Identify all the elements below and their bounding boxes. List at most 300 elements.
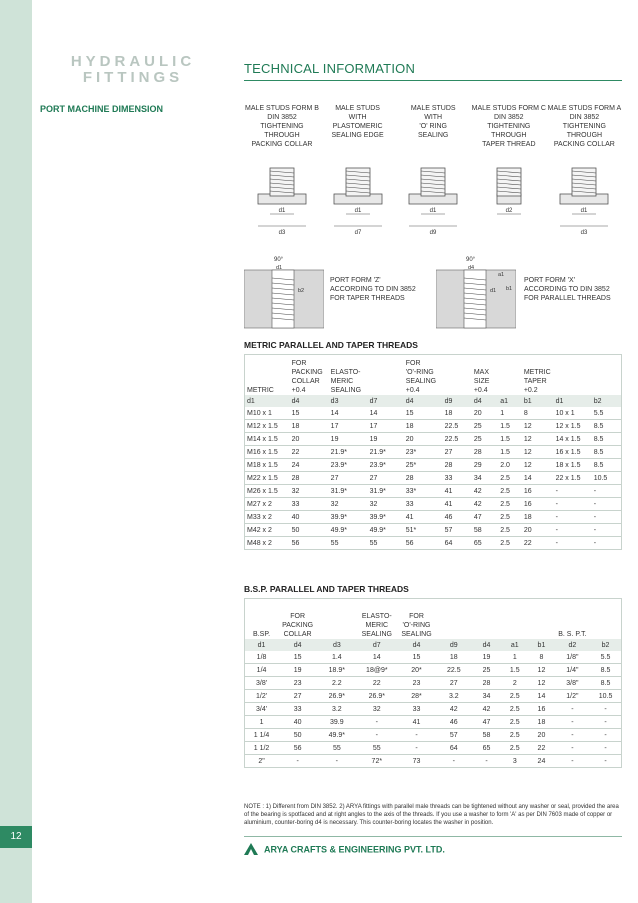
table-cell: 16 [522, 485, 554, 498]
table-cell: 23.9* [368, 459, 404, 472]
table-cell: 58 [472, 729, 502, 742]
table-row [245, 664, 622, 677]
stud-diagram-1 [244, 104, 320, 239]
group-header-cell [290, 355, 329, 396]
group-header-cell [590, 599, 621, 640]
group-header-line: 'O'-RING [405, 369, 434, 376]
table-cell: 20* [397, 664, 436, 677]
table-cell: 2.5 [498, 472, 522, 485]
table-cell: 12 [528, 677, 554, 690]
stud-drawing-icon [471, 144, 547, 236]
group-header-cell [245, 355, 290, 396]
table-cell: 64 [443, 537, 472, 550]
table-row [245, 511, 622, 524]
stud-caption-line: SEALING EDGE [331, 132, 384, 139]
table-cell: 28 [404, 472, 443, 485]
table-cell: 55 [329, 537, 368, 550]
group-header-line: FOR [409, 613, 424, 620]
table-cell: M18 x 1.5 [245, 459, 290, 472]
table-cell: 41 [443, 485, 472, 498]
group-header-cell [443, 355, 472, 396]
table-cell: 26.9* [317, 690, 356, 703]
metric-table-title: METRIC PARALLEL AND TAPER THREADS [244, 340, 418, 350]
stud-caption-line: 'O' RING [419, 123, 447, 130]
table-cell: 41 [443, 498, 472, 511]
port-angle-label: 90° [274, 257, 284, 263]
table-cell: 64 [436, 742, 472, 755]
table-group-header [245, 355, 622, 396]
table-cell: 12 [522, 446, 554, 459]
stud-caption [244, 104, 320, 148]
column-header-cell: d9 [436, 639, 472, 651]
group-header-line: COLLAR [291, 378, 320, 385]
table-cell: 49.9* [368, 524, 404, 537]
table-cell: 8.5 [592, 459, 622, 472]
group-header-line: PACKING [291, 369, 323, 376]
brand-title [48, 54, 218, 86]
table-cell: 2.2 [317, 677, 356, 690]
table-cell: 20 [290, 433, 329, 446]
stud-caption-line: MALE STUDS FORM A [547, 105, 622, 112]
table-cell: - [554, 485, 592, 498]
table-cell: - [554, 524, 592, 537]
stud-caption-line: DIN 3852 [494, 114, 524, 121]
stud-outer-dimension-label: d7 [354, 230, 361, 236]
stud-caption [546, 104, 622, 148]
port-dimension-label: b2 [298, 288, 305, 294]
group-header-cell [528, 599, 554, 640]
table-cell: 5.5 [592, 407, 622, 420]
stud-caption-line: WITH [424, 114, 443, 121]
stud-diagrams [244, 104, 622, 239]
table-cell: 14 [329, 407, 368, 420]
table-cell: - [590, 703, 621, 716]
column-header-cell: d3 [329, 395, 368, 407]
table-cell: M26 x 1.5 [245, 485, 290, 498]
table-cell: 3.2 [317, 703, 356, 716]
group-header-line: ELASTO- [361, 613, 392, 620]
table-cell: - [555, 729, 590, 742]
table-cell: 51* [404, 524, 443, 537]
table-row [245, 729, 622, 742]
stud-inner-dimension-label: d1 [429, 208, 437, 214]
port-description-line: PORT FORM 'X' [524, 277, 576, 284]
table-cell: 55 [368, 537, 404, 550]
stud-caption-line: MALE STUDS FORM B [245, 105, 319, 112]
table-cell: 22 [522, 537, 554, 550]
table-cell: 32 [357, 703, 398, 716]
table-cell: - [592, 524, 622, 537]
table-cell: - [592, 537, 622, 550]
table-cell: 24 [290, 459, 329, 472]
table-cell: 32 [290, 485, 329, 498]
table-cell: 33 [397, 703, 436, 716]
table-row [245, 498, 622, 511]
table-cell: 65 [472, 742, 502, 755]
stud-diagram-4 [471, 104, 547, 239]
table-cell: M33 x 2 [245, 511, 290, 524]
table-cell: - [555, 716, 590, 729]
column-header-cell: d7 [368, 395, 404, 407]
table-cell: 8.5 [592, 420, 622, 433]
table-cell: - [555, 755, 590, 768]
group-header-cell [554, 355, 592, 396]
column-header-cell: b1 [528, 639, 554, 651]
table-cell: 46 [436, 716, 472, 729]
table-cell: - [397, 729, 436, 742]
table-cell: 25 [472, 420, 498, 433]
table-cell: 16 [528, 703, 554, 716]
table-cell: 20 [472, 407, 498, 420]
stud-diagram-2 [320, 104, 396, 239]
port-dimension-label: b1 [506, 286, 513, 292]
stud-caption-line: TIGHTENING THROUGH [562, 123, 606, 139]
table-cell: 49.9* [329, 524, 368, 537]
table-cell: 39.9* [329, 511, 368, 524]
table-row [245, 446, 622, 459]
group-header-line: MERIC [330, 378, 354, 385]
table-cell: 2.5 [501, 703, 528, 716]
table-cell: 1/2" [555, 690, 590, 703]
table-cell: 33* [404, 485, 443, 498]
group-header-cell [522, 355, 554, 396]
table-cell: 2" [245, 755, 279, 768]
table-cell: 15 [290, 407, 329, 420]
table-cell: 2.5 [498, 485, 522, 498]
group-header-cell [357, 599, 398, 640]
table-cell: 1/4" [555, 664, 590, 677]
table-cell: 14 [522, 472, 554, 485]
table-cell: 58 [472, 524, 498, 537]
table-cell: 21.9* [368, 446, 404, 459]
port-description-line: ACCORDING TO DIN 3852 [524, 286, 610, 293]
stud-drawing-icon [320, 144, 396, 236]
group-header-line: +0.4 [473, 387, 488, 394]
table-cell: 55 [357, 742, 398, 755]
stud-caption-line: PACKING COLLAR [251, 141, 313, 148]
table-cell: 22.5 [443, 433, 472, 446]
table-cell: 50 [278, 729, 317, 742]
table-cell: - [592, 511, 622, 524]
table-cell: M12 x 1.5 [245, 420, 290, 433]
table-cell: 56 [404, 537, 443, 550]
stud-caption-line: DIN 3852 [267, 114, 297, 121]
table-row [245, 716, 622, 729]
table-cell: M16 x 1.5 [245, 446, 290, 459]
footnote: NOTE : 1) Different from DIN 3852. 2) ARYA fittings with parallel male threads can be tightened without any washer or seal, provided the area of the bearing is spotfaced and at right angles to the axis of the threads. If you use a washer to form 'A' as per DIN 7603 made of copper or aluminium, counter-boring d4 is necessary. This counter-boring locates the washer in position. [244, 804, 619, 826]
table-cell: 28 [443, 459, 472, 472]
table-cell: 10.5 [592, 472, 622, 485]
table-cell: 12 [522, 433, 554, 446]
table-row [245, 524, 622, 537]
column-header-cell: d1 [554, 395, 592, 407]
table-cell: 41 [404, 511, 443, 524]
footer-divider [244, 836, 622, 837]
group-header-cell [472, 599, 502, 640]
table-cell: 47 [472, 511, 498, 524]
company-logo-icon [244, 843, 258, 857]
table-cell: 39.9 [317, 716, 356, 729]
column-header-cell: d1 [245, 639, 279, 651]
table-cell: 73 [397, 755, 436, 768]
table-row [245, 485, 622, 498]
table-cell: 18 x 1.5 [554, 459, 592, 472]
stud-diagram-3 [395, 104, 471, 239]
table-cell: 2.5 [501, 742, 528, 755]
table-cell: 10 x 1 [554, 407, 592, 420]
stud-inner-dimension-label: d2 [505, 208, 513, 214]
group-header-cell [278, 599, 317, 640]
table-cell: 34 [472, 472, 498, 485]
port-dimension-label: d1 [490, 288, 497, 294]
table-cell: 28 [290, 472, 329, 485]
table-column-header [245, 639, 622, 651]
group-header-line: COLLAR [283, 631, 312, 638]
table-row [245, 755, 622, 768]
table-cell: 18.9* [317, 664, 356, 677]
table-cell: 39.9* [368, 511, 404, 524]
stud-caption-line: DIN 3852 [569, 114, 600, 121]
table-cell: 42 [472, 703, 502, 716]
table-cell: 1.5 [498, 446, 522, 459]
group-header-line: FOR [290, 613, 305, 620]
company-name: ARYA CRAFTS & ENGINEERING PVT. LTD. [264, 844, 445, 855]
table-cell: 25* [404, 459, 443, 472]
table-cell: 72* [357, 755, 398, 768]
group-header-line: SEALING [405, 378, 437, 385]
table-cell: 10.5 [590, 690, 621, 703]
table-cell: - [590, 716, 621, 729]
group-header-line: SIZE [473, 378, 490, 385]
port-drawing-icon [244, 252, 324, 330]
table-cell: 20 [404, 433, 443, 446]
table-cell: 57 [436, 729, 472, 742]
stud-caption-line: MALE STUDS [410, 105, 456, 112]
table-cell: 32 [368, 498, 404, 511]
column-header-cell: d3 [317, 639, 356, 651]
group-header-cell [472, 355, 498, 396]
group-header-cell [368, 355, 404, 396]
table-cell: 22 [290, 446, 329, 459]
table-cell: 31.9* [368, 485, 404, 498]
table-cell: 47 [472, 716, 502, 729]
table-cell: 65 [472, 537, 498, 550]
stud-caption [471, 104, 547, 148]
table-group-header [245, 599, 622, 640]
table-cell: 56 [278, 742, 317, 755]
table-cell: 18 [443, 407, 472, 420]
group-header-cell [555, 599, 590, 640]
table-cell: M42 x 2 [245, 524, 290, 537]
table-cell: M14 x 1.5 [245, 433, 290, 446]
port-angle-label: 90° [466, 257, 476, 263]
table-cell: 16 x 1.5 [554, 446, 592, 459]
table-cell: 14 x 1.5 [554, 433, 592, 446]
left-sidebar-band [0, 0, 32, 903]
table-cell: 23 [397, 677, 436, 690]
table-cell: 15 [404, 407, 443, 420]
table-cell: 12 x 1.5 [554, 420, 592, 433]
port-description [330, 276, 416, 303]
table-cell: M48 x 2 [245, 537, 290, 550]
table-cell: 33 [290, 498, 329, 511]
table-cell: 18 [522, 511, 554, 524]
group-header-line: 'O'-RING [402, 622, 431, 629]
table-cell: 3/8" [555, 677, 590, 690]
column-header-cell: b1 [522, 395, 554, 407]
table-cell: 1.4 [317, 651, 356, 664]
table-row [245, 537, 622, 550]
group-header-cell [245, 599, 279, 640]
group-header-cell [397, 599, 436, 640]
table-cell: 56 [290, 537, 329, 550]
table-cell: 19 [278, 664, 317, 677]
table-cell: 25 [472, 664, 502, 677]
table-cell: 18 [528, 716, 554, 729]
group-header-line: B.SP. [253, 631, 271, 638]
table-cell: 27 [436, 677, 472, 690]
table-cell: 14 [528, 690, 554, 703]
table-cell: - [397, 742, 436, 755]
section-label: PORT MACHINE DIMENSION [40, 104, 164, 114]
table-cell: - [554, 498, 592, 511]
column-header-cell: d9 [443, 395, 472, 407]
stud-inner-dimension-label: d1 [581, 208, 588, 214]
stud-caption-line: SEALING [418, 132, 449, 139]
table-cell: 20 [528, 729, 554, 742]
table-cell: 18@9* [357, 664, 398, 677]
table-cell: 42 [472, 498, 498, 511]
table-cell: 12 [528, 664, 554, 677]
group-header-cell [436, 599, 472, 640]
table-row [245, 459, 622, 472]
table-cell: 1 1/4 [245, 729, 279, 742]
table-cell: 2.0 [498, 459, 522, 472]
column-header-cell: d1 [245, 395, 290, 407]
column-header-cell: d7 [357, 639, 398, 651]
group-header-line: METRIC [523, 369, 551, 376]
port-dimension-label: d1 [276, 265, 283, 271]
table-cell: 57 [443, 524, 472, 537]
table-cell: 5.5 [590, 651, 621, 664]
table-cell: 28* [397, 690, 436, 703]
table-cell: 1.5 [498, 433, 522, 446]
table-cell: 29 [472, 459, 498, 472]
table-row [245, 677, 622, 690]
table-cell: 22.5 [436, 664, 472, 677]
table-cell: 22 [528, 742, 554, 755]
bsp-threads-table [244, 598, 622, 768]
table-cell: 2 [501, 677, 528, 690]
metric-threads-table [244, 354, 622, 550]
table-row [245, 742, 622, 755]
table-cell: 1 [501, 651, 528, 664]
table-row [245, 651, 622, 664]
stud-drawing-icon [244, 144, 320, 236]
table-cell: 8.5 [590, 664, 621, 677]
table-cell: 8 [522, 407, 554, 420]
table-cell: 19 [329, 433, 368, 446]
group-header-cell [592, 355, 622, 396]
port-description-line: ACCORDING TO DIN 3852 [330, 286, 416, 293]
stud-caption-line: WITH [348, 114, 367, 121]
table-cell: 1 [498, 407, 522, 420]
table-cell: 42 [472, 485, 498, 498]
brand-line-1: HYDRAULIC [70, 53, 196, 70]
group-header-line: +0.4 [291, 387, 306, 394]
table-cell: - [472, 755, 502, 768]
group-header-line: ELASTO- [330, 369, 361, 376]
table-cell: M27 x 2 [245, 498, 290, 511]
table-cell: 3/8' [245, 677, 279, 690]
table-cell: 32 [329, 498, 368, 511]
table-cell: 27 [368, 472, 404, 485]
stud-drawing-icon [546, 144, 622, 236]
table-cell: 8.5 [590, 677, 621, 690]
group-header-cell [404, 355, 443, 396]
table-cell: M22 x 1.5 [245, 472, 290, 485]
table-cell: 27 [278, 690, 317, 703]
group-header-line: FOR [405, 360, 421, 367]
table-cell: 28 [472, 677, 502, 690]
table-cell: 2.5 [498, 511, 522, 524]
table-cell: - [590, 742, 621, 755]
table-cell: 34 [472, 690, 502, 703]
group-header-cell [329, 355, 368, 396]
column-header-cell: d4 [278, 639, 317, 651]
stud-caption [395, 104, 471, 144]
stud-caption-line: MALE STUDS [335, 105, 380, 112]
table-cell: 8.5 [592, 446, 622, 459]
table-cell: 23* [404, 446, 443, 459]
page-title: TECHNICAL INFORMATION [244, 61, 416, 76]
table-cell: 15 [397, 651, 436, 664]
stud-caption-line: TIGHTENING THROUGH [260, 123, 304, 139]
table-cell: 41 [397, 716, 436, 729]
group-header-line: SEALING [401, 631, 432, 638]
bsp-table-title: B.S.P. PARALLEL AND TAPER THREADS [244, 584, 409, 594]
footer [244, 843, 445, 857]
table-cell: 8 [528, 651, 554, 664]
table-cell: 16 [522, 498, 554, 511]
table-cell: - [278, 755, 317, 768]
column-header-cell: d2 [555, 639, 590, 651]
table-row [245, 433, 622, 446]
stud-caption-line: MALE STUDS FORM C [471, 105, 546, 112]
table-cell: 1.5 [501, 664, 528, 677]
stud-inner-dimension-label: d1 [354, 208, 361, 214]
table-cell: 1/4 [245, 664, 279, 677]
table-cell: 8.5 [592, 433, 622, 446]
stud-inner-dimension-label: d1 [278, 208, 286, 214]
table-cell: - [555, 742, 590, 755]
table-cell: 1/2' [245, 690, 279, 703]
table-cell: 17 [329, 420, 368, 433]
table-cell: 27 [443, 446, 472, 459]
stud-diagram-5 [546, 104, 622, 239]
table-cell: 21.9* [329, 446, 368, 459]
table-cell: 14 [357, 651, 398, 664]
table-cell: 28 [472, 446, 498, 459]
table-cell: 26.9* [357, 690, 398, 703]
table-cell: 33 [404, 498, 443, 511]
table-cell: M10 x 1 [245, 407, 290, 420]
stud-caption-line: PLASTOMERIC [332, 123, 383, 130]
column-header-cell: d4 [472, 395, 498, 407]
stud-outer-dimension-label: d3 [581, 230, 588, 236]
table-cell: 17 [368, 420, 404, 433]
group-header-line: SEALING [361, 631, 392, 638]
